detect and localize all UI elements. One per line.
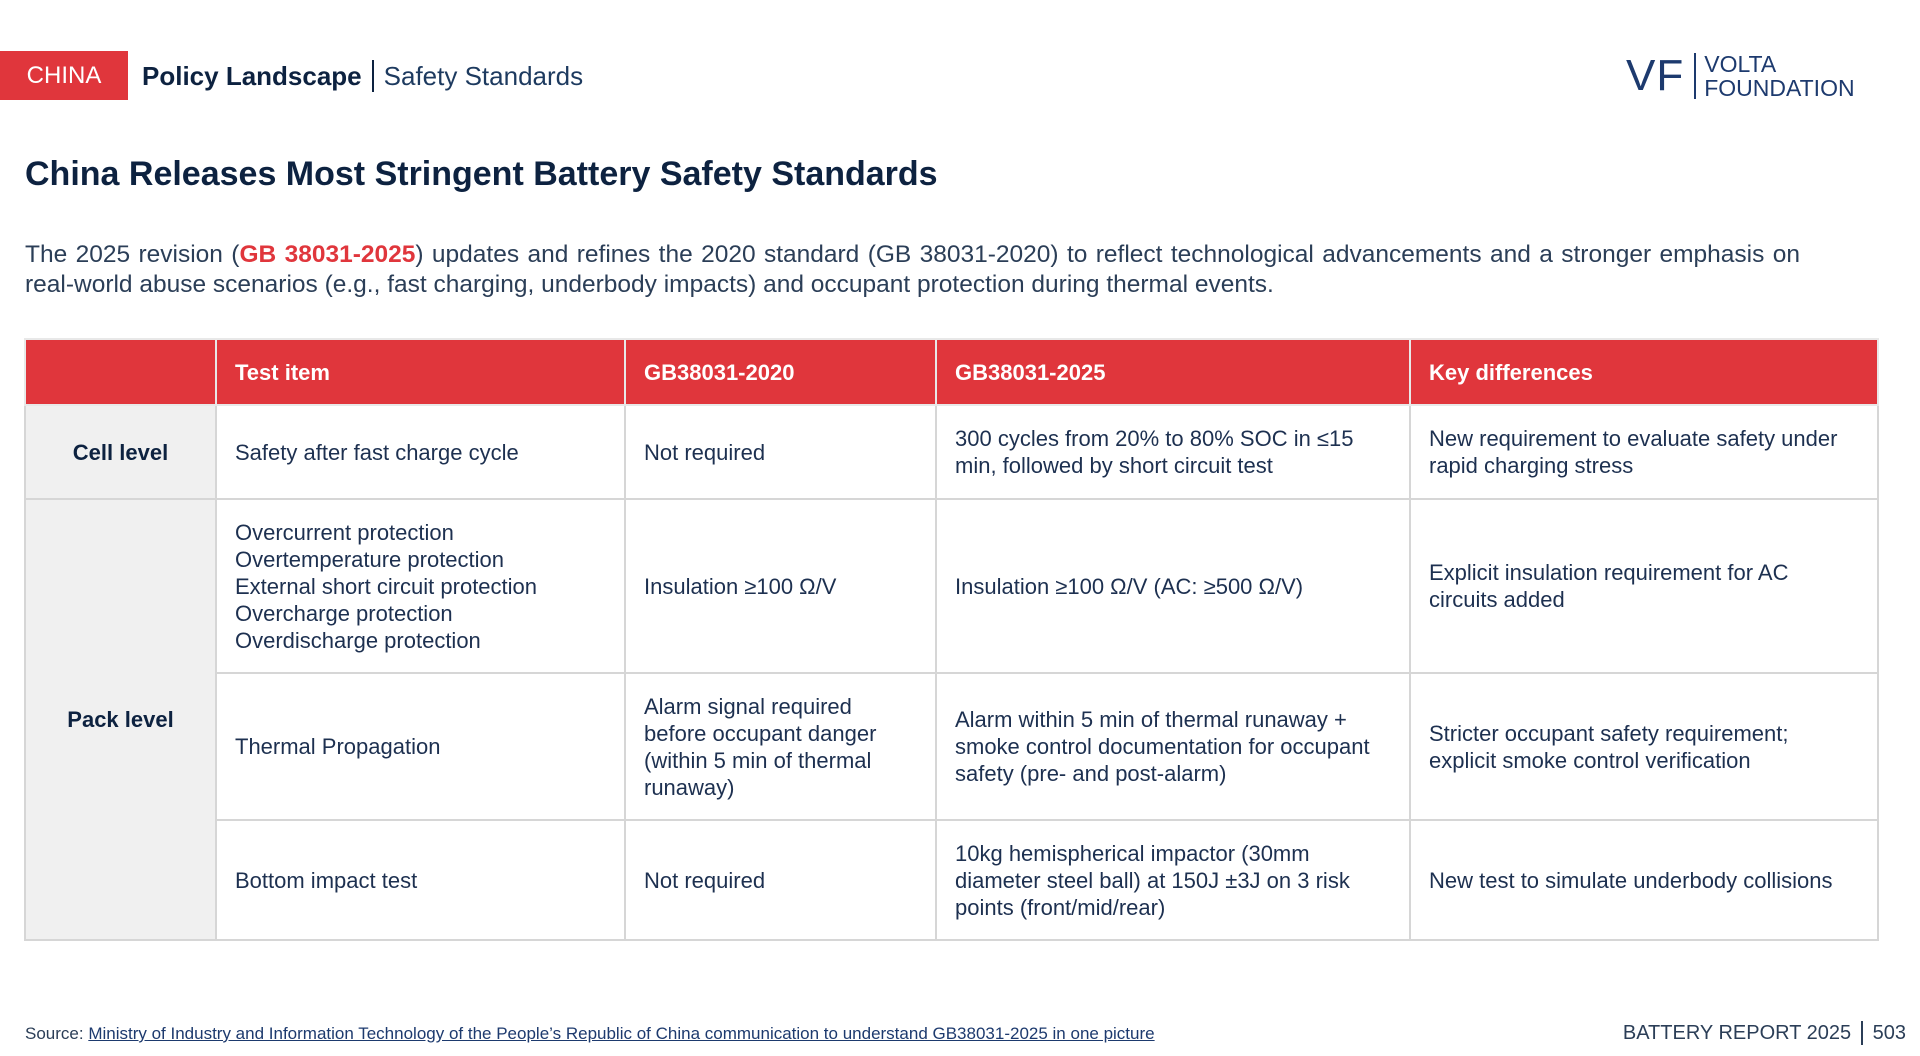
logo-mark: VF [1626,51,1685,100]
table-row [25,820,1878,940]
table-row [25,499,1878,673]
source-link[interactable]: Ministry of Industry and Information Technology of the People’s Republic of China communication to understand GB38031-2025 in one picture [88,1024,1155,1043]
test-item-line: Overtemperature protection [235,546,505,572]
logo-wordmark [1704,52,1854,100]
test-item-line: External short circuit protection [235,573,538,599]
key-difference-cell: Explicit insulation requirement for AC circuits added [1410,499,1878,673]
breadcrumb-section: Policy Landscape [142,60,362,91]
table-row [25,673,1878,820]
header-gb2025: GB38031-2025 [936,339,1410,405]
intro-paragraph [25,240,1800,300]
header-level [25,339,216,405]
table-header-row [25,339,1878,405]
gb2025-cell: 10kg hemispherical impactor (30mm diameter steel ball) at 150J ±3J on 3 risk points (front/mid/rear) [936,820,1410,940]
test-item-line: Overcurrent protection [235,519,454,545]
source-label: Source: [25,1024,89,1043]
test-item-cell: Bottom impact test [216,820,625,940]
header-key-differences: Key differences [1410,339,1878,405]
breadcrumb-subsection: Safety Standards [383,60,584,91]
report-name: BATTERY REPORT 2025 [1622,1021,1852,1044]
gb2020-cell: Insulation ≥100 Ω/V [625,499,936,673]
level-cell: Cell level [25,405,216,499]
volta-foundation-logo [1626,50,1855,102]
intro-text-after: ) updates and refines the 2020 standard (GB 38031-2020) to reflect technological advancements and a stronger emphasis on real-world abuse scenarios (e.g., fast charging, underbody impacts) and occupant protection during thermal events. [25,241,1800,298]
table-row [25,405,1878,499]
test-item-line: Overcharge protection [235,600,453,626]
gb2020-cell: Not required [625,820,936,940]
test-item-line: Overdischarge protection [235,627,481,653]
test-item-cell: Thermal Propagation [216,673,625,820]
footer-divider [1861,1021,1863,1045]
level-cell: Pack level [25,499,216,940]
region-tag: CHINA [0,51,128,100]
header-test-item: Test item [216,339,625,405]
intro-text-before: The 2025 revision ( [25,241,240,268]
key-difference-cell: Stricter occupant safety requirement; explicit smoke control verification [1410,673,1878,820]
gb2025-cell: Insulation ≥100 Ω/V (AC: ≥500 Ω/V) [936,499,1410,673]
logo-divider [1694,53,1696,99]
intro-highlight: GB 38031-2025 [239,241,416,268]
standards-comparison-table [24,338,1879,941]
key-difference-cell: New test to simulate underbody collisions [1410,820,1878,940]
logo-line-2: FOUNDATION [1704,75,1855,101]
key-difference-cell: New requirement to evaluate safety under rapid charging stress [1410,405,1878,499]
breadcrumb-divider [372,60,374,92]
gb2025-cell: Alarm within 5 min of thermal runaway + smoke control documentation for occupant safety (pre- and post-alarm) [936,673,1410,820]
gb2025-cell: 300 cycles from 20% to 80% SOC in ≤15 min, followed by short circuit test [936,405,1410,499]
logo-line-1: VOLTA [1704,51,1777,77]
page-title: China Releases Most Stringent Battery Safety Standards [25,155,938,193]
breadcrumb [142,58,583,94]
test-item-cell [216,499,625,673]
page-number: 503 [1872,1021,1906,1044]
gb2020-cell: Not required [625,405,936,499]
source-note [25,1024,1155,1044]
gb2020-cell: Alarm signal required before occupant danger (within 5 min of thermal runaway) [625,673,936,820]
header-gb2020: GB38031-2020 [625,339,936,405]
page-footer [1623,1021,1906,1045]
test-item-cell: Safety after fast charge cycle [216,405,625,499]
